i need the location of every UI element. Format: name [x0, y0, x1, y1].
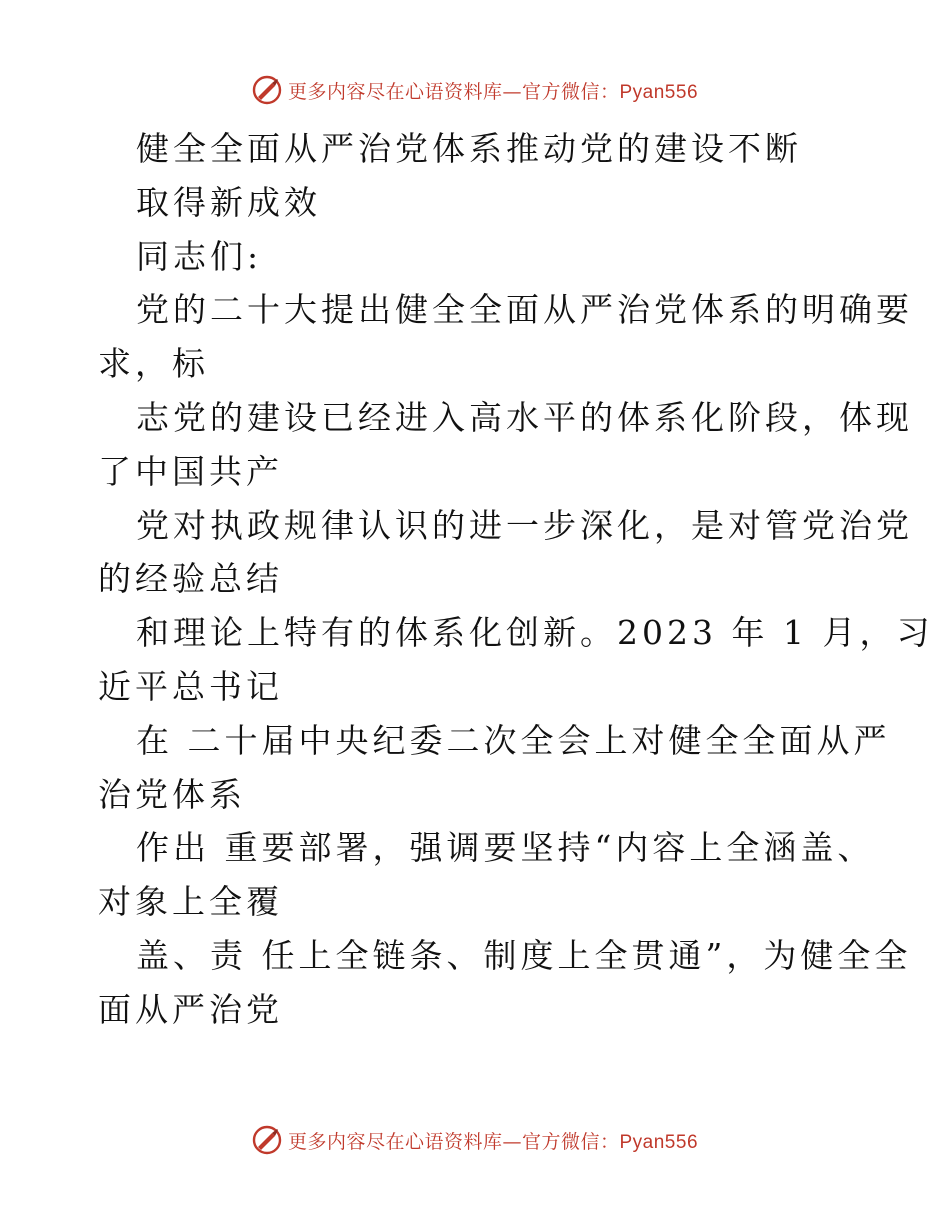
text-line: 治党体系 [98, 774, 246, 814]
header-watermark [0, 70, 950, 110]
text-line: 和理论上特有的体系化创新。2023 年 1 月，习 [136, 613, 934, 653]
document-body [98, 122, 934, 1037]
text-line: 在 二十届中央纪委二次全会上对健全全面从严 [136, 720, 891, 760]
text-line: 面从严治党 [98, 989, 283, 1029]
watermark-text: 更多内容尽在心语资料库—官方微信：Pyan556 [287, 80, 699, 103]
text-line: 的经验总结 [98, 559, 283, 599]
watermark-text: 更多内容尽在心语资料库—官方微信：Pyan556 [287, 1130, 699, 1153]
text-line: 志党的建设已经进入高水平的体系化阶段，体现 [136, 397, 913, 437]
text-line: 取得新成效 [136, 182, 321, 222]
text-line: 作出 重要部署，强调要坚持“内容上全涵盖、 [136, 828, 875, 868]
text-line: 了中国共产 [98, 451, 283, 491]
footer-watermark [0, 1120, 950, 1160]
quill-logo-icon [252, 75, 282, 105]
text-line: 同志们: [136, 236, 263, 276]
quill-logo-icon [252, 1125, 282, 1155]
text-line: 党对执政规律认识的进一步深化，是对管党治党 [136, 505, 913, 545]
text-line: 健全全面从严治党体系推动党的建设不断 [136, 129, 802, 168]
text-line: 求，标 [98, 344, 209, 384]
text-line: 近平总书记 [98, 666, 283, 706]
text-line: 党的二十大提出健全全面从严治党体系的明确要 [136, 290, 913, 330]
text-line: 对象上全覆 [98, 882, 283, 922]
text-line: 盖、责 任上全链条、制度上全贯通”，为健全全 [136, 935, 912, 975]
